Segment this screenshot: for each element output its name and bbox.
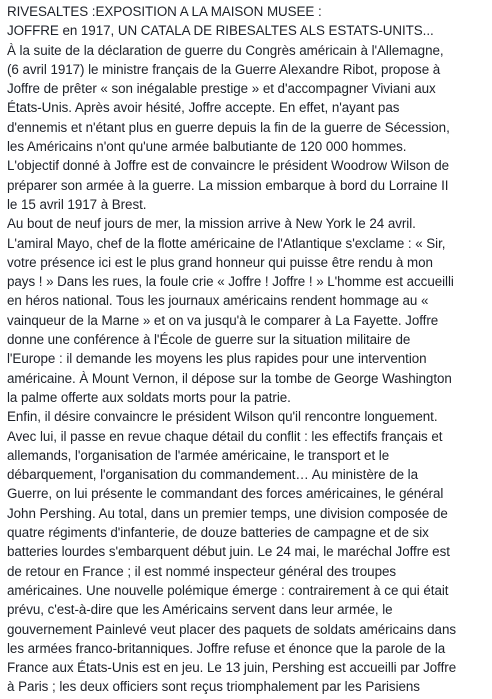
post-line: pays ! » Dans les rues, la foule crie « Joffre ! Joffre ! » L'homme est accueilli — [7, 274, 454, 290]
post-line: de retour en France ; il est nommé inspecteur général des troupes — [7, 563, 397, 579]
post-line: débarquement, l'organisation du commandement… Au ministère de la — [7, 467, 418, 483]
post-line: d'ennemis et n'étant plus en guerre depuis la fin de la guerre de Sécession, — [7, 119, 450, 135]
post-line: les Américains n'ont qu'une armée balbutiante de 120 000 hommes. — [7, 139, 407, 155]
post-line: à Paris ; les deux officiers sont reçus triomphalement par les Parisiens — [7, 679, 420, 695]
post-line: américaines. Une nouvelle polémique émerge : contrairement à ce qui était — [7, 582, 449, 598]
post-line: l'Europe : il demande les moyens les plus rapides pour une intervention — [7, 351, 427, 367]
post-line: France aux États-Unis est en jeu. Le 13 juin, Pershing est accueilli par Joffre — [7, 660, 457, 676]
post-line: Guerre, on lui présente le commandant des forces américaines, le général — [7, 486, 444, 502]
post-line: Enfin, il désire convaincre le président Wilson qu'il rencontre longuement. — [7, 409, 438, 425]
post-line: préparer son armée à la guerre. La mission embarque à bord du Lorraine II — [7, 177, 449, 193]
post-line: batteries lourdes s'embarquent début juin. Le 24 mai, le maréchal Joffre est — [7, 544, 450, 560]
post-line: quatre régiments d'infanterie, de douze batteries de campagne et de six — [7, 525, 429, 541]
post-line: la palme offerte aux soldats morts pour la patrie. — [7, 389, 291, 405]
post-line-subtitle: JOFFRE en 1917, UN CATALA DE RIBESALTES ALS ESTATS-UNITS... — [7, 23, 434, 39]
post-line: prévu, c'est-à-dire que les Américains servent dans leur armée, le — [7, 602, 393, 618]
post-line: les armées franco-britanniques. Joffre refuse et énonce que la parole de la — [7, 640, 446, 656]
post-line: (6 avril 1917) le ministre français de la Guerre Alexandre Ribot, propose à — [7, 61, 441, 77]
post-line: États-Unis. Après avoir hésité, Joffre accepte. En effet, n'ayant pas — [7, 100, 400, 116]
post-line: L'amiral Mayo, chef de la flotte américaine de l'Atlantique s'exclame : « Sir, — [7, 235, 446, 251]
post-line: John Pershing. Au total, dans un premier temps, une division composée de — [7, 505, 448, 521]
post-line: À la suite de la déclaration de guerre du Congrès américain à l'Allemagne, — [7, 42, 444, 58]
post-line-title: RIVESALTES :EXPOSITION A LA MAISON MUSEE : — [7, 4, 322, 19]
post-line: Avec lui, il passe en revue chaque détail du conflit : les effectifs français et — [7, 428, 443, 444]
post-line: votre présence ici est le plus grand honneur qui puisse être rendu à mon — [7, 254, 433, 270]
post-line: vainqueur de la Marne » et on va jusqu'à le comparer à La Fayette. Joffre — [7, 312, 439, 328]
post-line: Joffre de prêter « son inégalable prestige » et d'accompagner Viviani aux — [7, 81, 436, 97]
post-line: américaine. À Mount Vernon, il dépose sur la tombe de George Washington — [7, 370, 452, 386]
post-line: L'objectif donné à Joffre est de convaincre le président Woodrow Wilson de — [7, 158, 449, 174]
post-line: donne une conférence à l'École de guerre sur la situation militaire de — [7, 332, 411, 348]
post-line: Au bout de neuf jours de mer, la mission arrive à New York le 24 avril. — [7, 216, 416, 232]
post-line: gouvernement Painlevé veut placer des paquets de soldats américains dans — [7, 621, 456, 637]
post-line: allemands, l'organisation de l'armée américaine, le transport et le — [7, 447, 390, 463]
post-line: en héros national. Tous les journaux américains rendent hommage au « — [7, 293, 429, 309]
post-line: le 15 avril 1917 à Brest. — [7, 196, 147, 212]
